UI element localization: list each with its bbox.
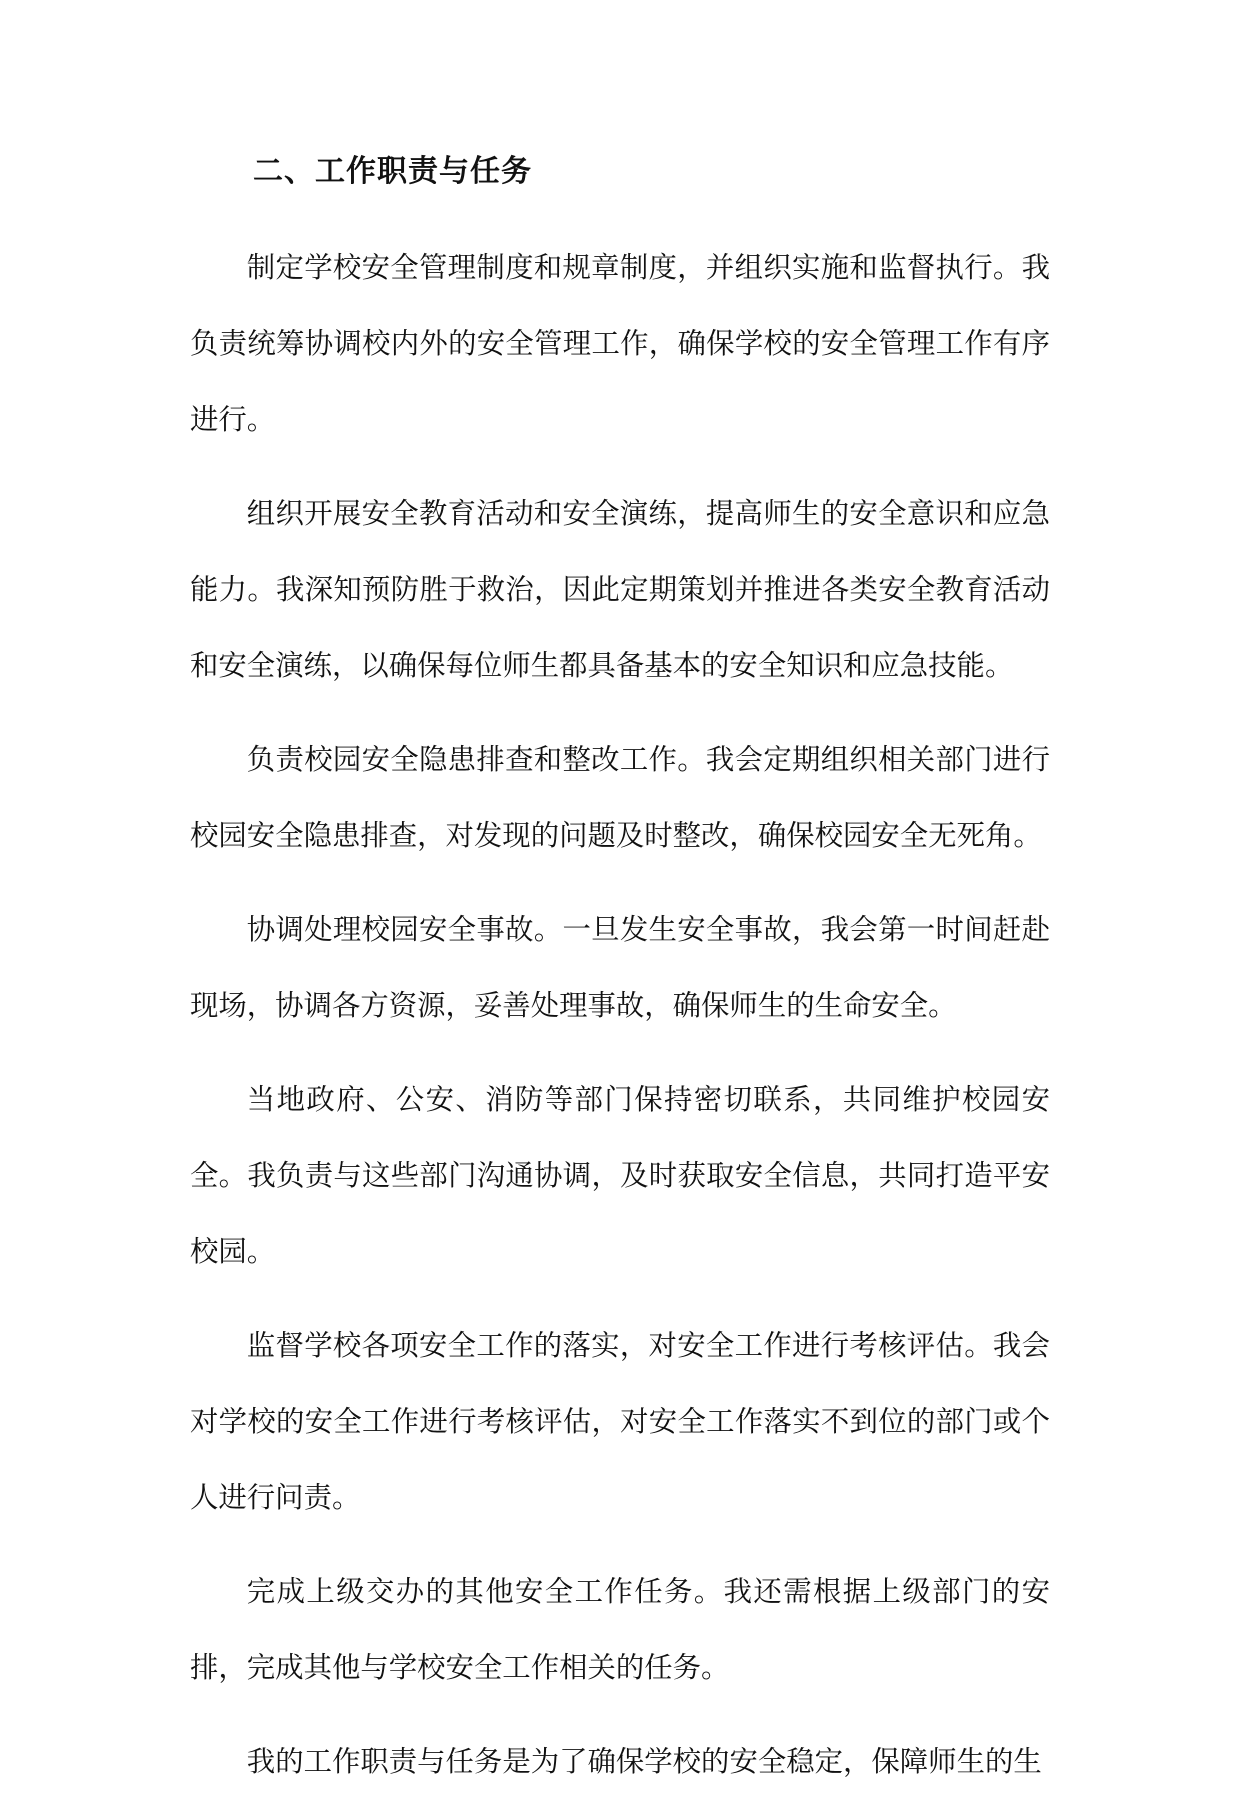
paragraph-3: 负责校园安全隐患排查和整改工作。我会定期组织相关部门进行校园安全隐患排查，对发现的问题及时整改，确保校园安全无死角。: [190, 743, 1050, 852]
paragraph-7: 完成上级交办的其他安全工作任务。我还需根据上级部门的安排，完成其他与学校安全工作相关的任务。: [190, 1575, 1050, 1684]
paragraph-8: 我的工作职责与任务是为了确保学校的安全稳定，保障师生的生: [246, 1745, 1042, 1778]
body-text: [190, 230, 1050, 1818]
paragraph-4: 协调处理校园安全事故。一旦发生安全事故，我会第一时间赶赴现场，协调各方资源，妥善处理事故，确保师生的生命安全。: [190, 913, 1050, 1022]
section-heading: 二、工作职责与任务: [253, 154, 532, 189]
paragraph-1: 制定学校安全管理制度和规章制度，并组织实施和监督执行。我负责统筹协调校内外的安全管理工作，确保学校的安全管理工作有序进行。: [190, 251, 1050, 436]
paragraph-6: 监督学校各项安全工作的落实，对安全工作进行考核评估。我会对学校的安全工作进行考核评估，对安全工作落实不到位的部门或个人进行问责。: [190, 1329, 1050, 1514]
paragraph-2: 组织开展安全教育活动和安全演练，提高师生的安全意识和应急能力。我深知预防胜于救治，因此定期策划并推进各类安全教育活动和安全演练，以确保每位师生都具备基本的安全知识和应急技能。: [190, 497, 1050, 682]
paragraph-5: 当地政府、公安、消防等部门保持密切联系，共同维护校园安全。我负责与这些部门沟通协调，及时获取安全信息，共同打造平安校园。: [190, 1083, 1050, 1268]
